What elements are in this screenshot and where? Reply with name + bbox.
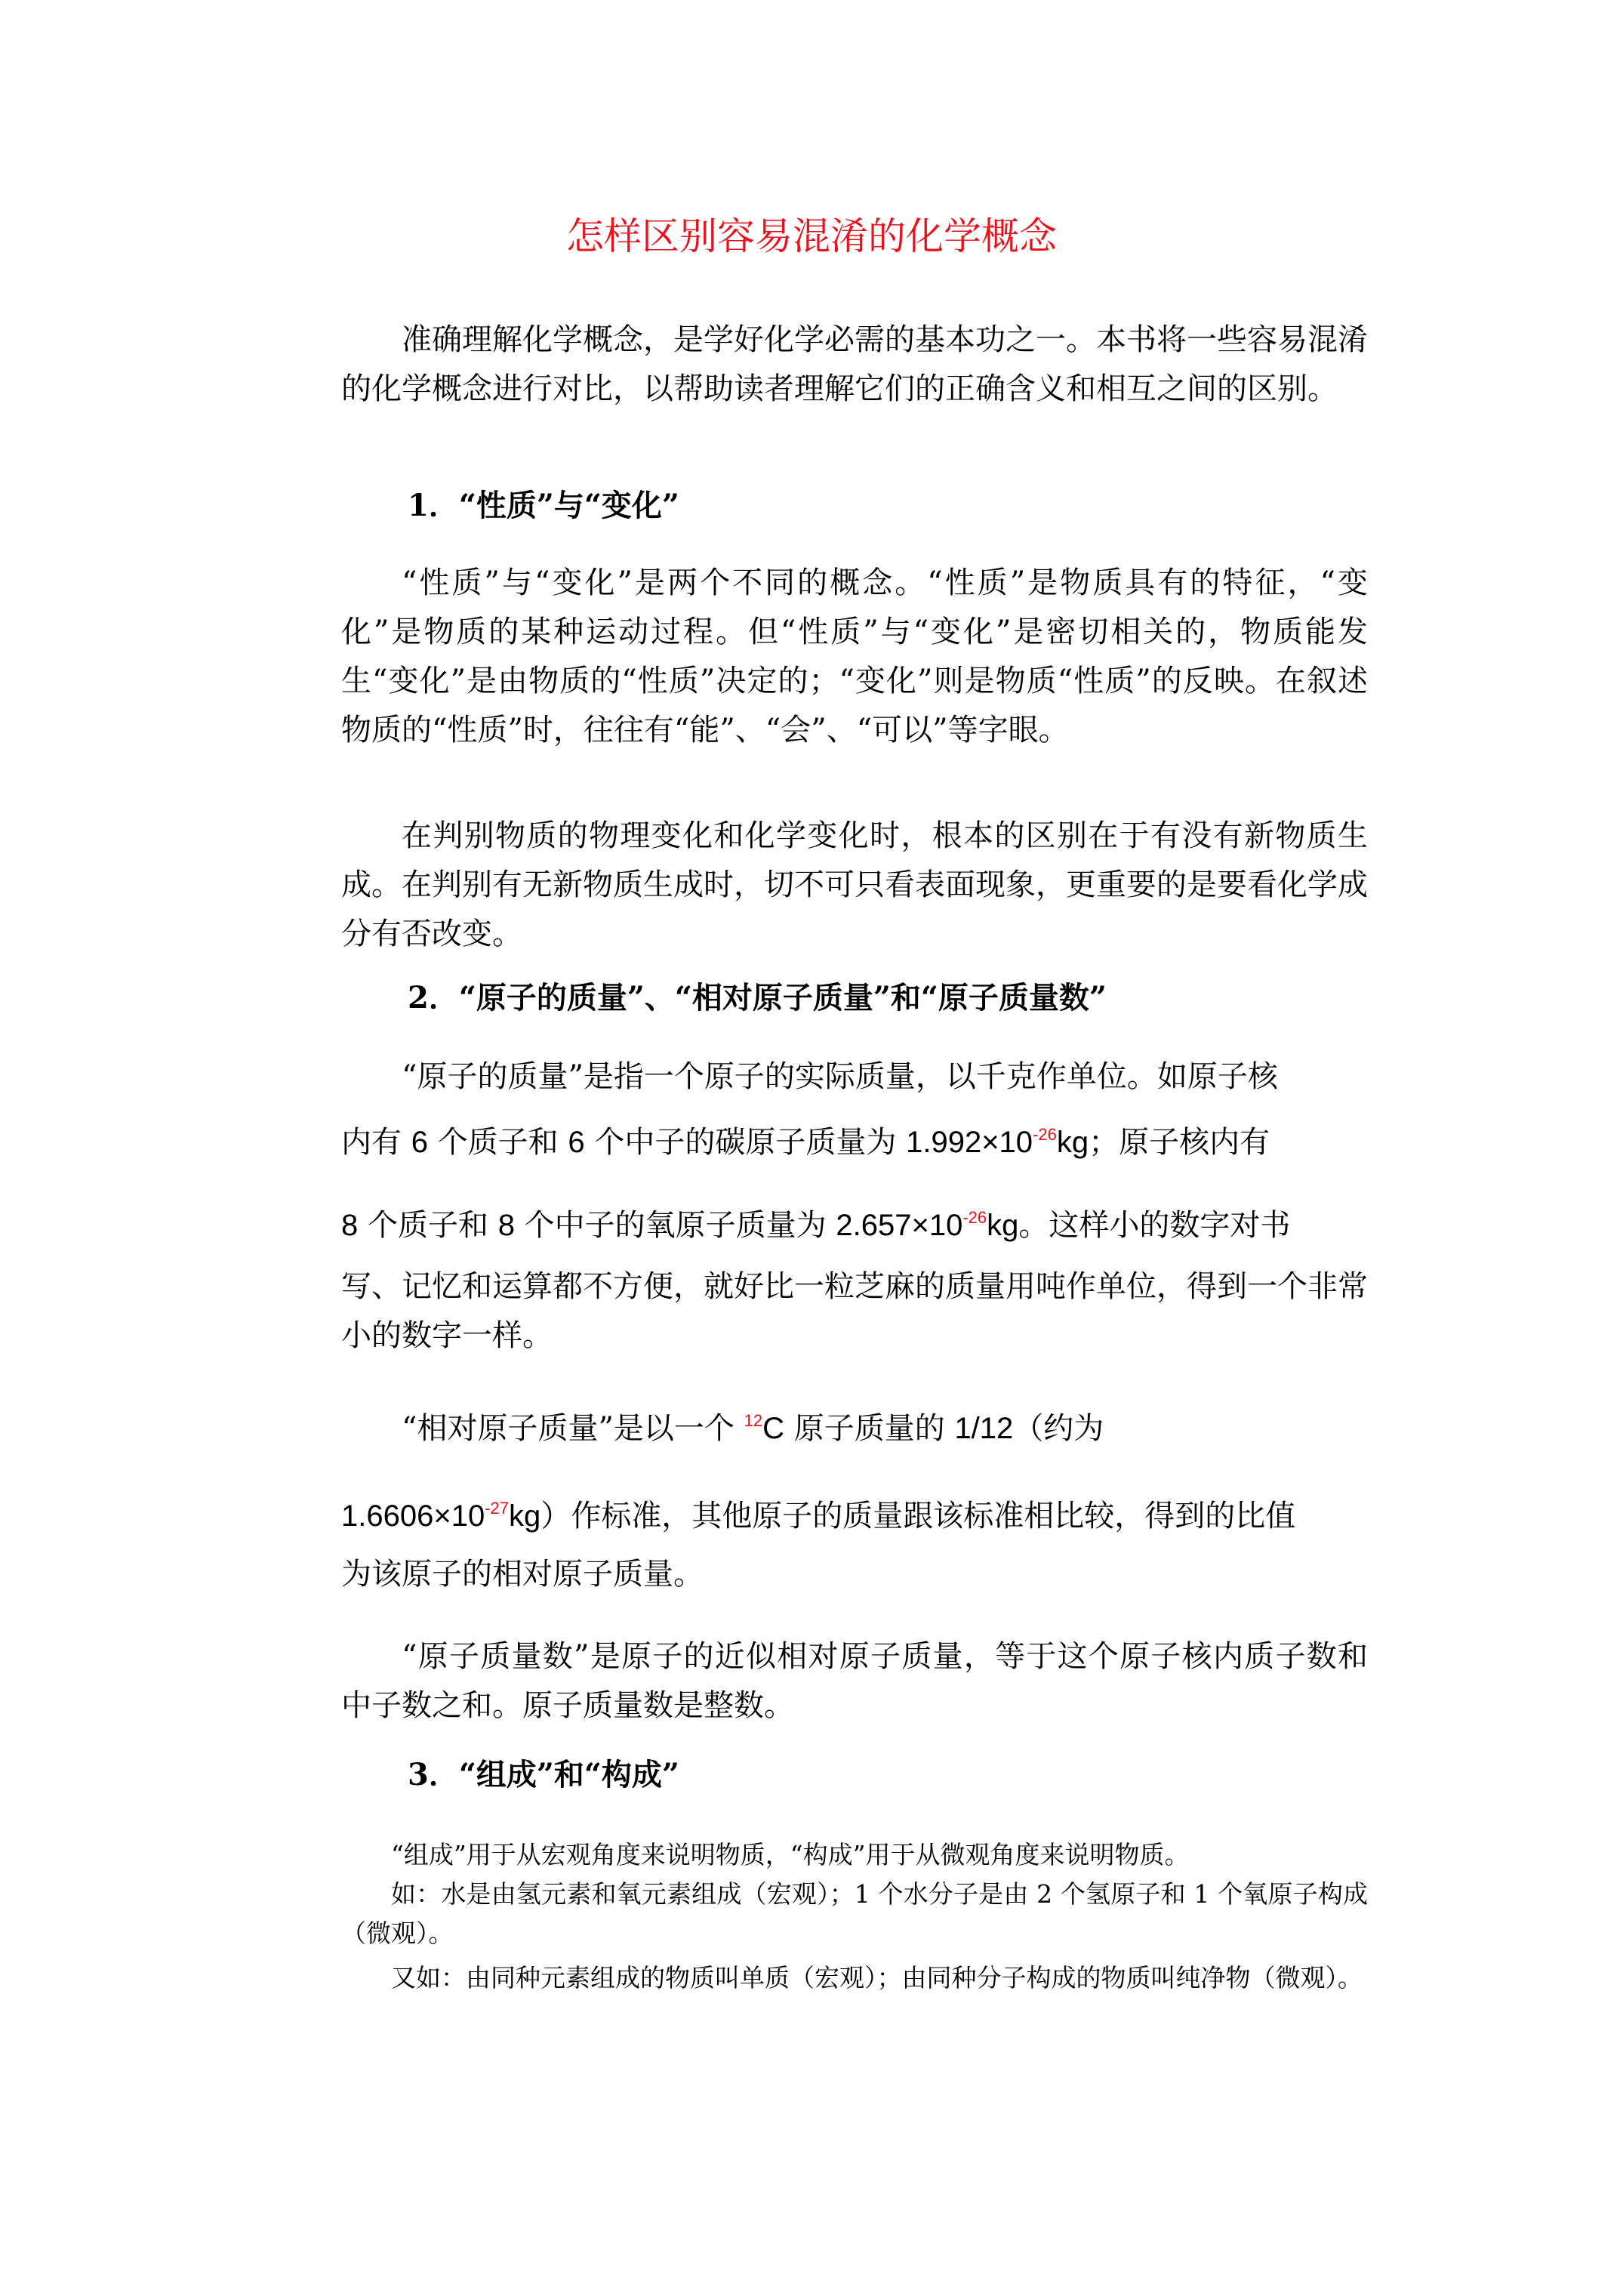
section-2-p1-line-1: “原子的质量”是指一个原子的实际质量，以千克作单位。如原子核: [402, 1059, 1278, 1094]
text-run: 个质子和: [367, 1208, 488, 1243]
section-2-paragraph-3: “原子质量数”是原子的近似相对原子质量，等于这个原子核内质子数和中子数之和。原子质量数是整数。: [341, 1639, 1368, 1723]
unit: kg: [509, 1499, 541, 1533]
section-2-p2-line-3: 为该原子的相对原子质量。: [341, 1557, 704, 1592]
exponent: -27: [485, 1499, 509, 1518]
text-run: 个质子和: [437, 1125, 559, 1160]
unit: kg: [1056, 1126, 1089, 1159]
section-3-heading: 3．“组成”和“构成”: [408, 1757, 679, 1792]
isotope-mass-number: 12: [744, 1411, 763, 1430]
section-3-paragraph-2: 如：水是由氢元素和氧元素组成（宏观）；1 个水分子是由 2 个氢原子和 1 个氧原子构成（微观）。: [341, 1879, 1368, 1948]
section-2-p1-line-2: [341, 1120, 1368, 1165]
text-run: 原子质量的: [793, 1411, 945, 1446]
section-2-p2-line-2: [341, 1493, 1368, 1539]
text-run: ）作标准，其他原子的质量跟该标准相比较，得到的比值: [540, 1499, 1296, 1533]
section-3-paragraph-3: 又如：由同种元素组成的物质叫单质（宏观）；由同种分子构成的物质叫纯净物（微观）。: [391, 1963, 1363, 1992]
intro-paragraph: 准确理解化学概念，是学好化学必需的基本功之一。本书将一些容易混淆的化学概念进行对比，以帮助读者理解它们的正确含义和相互之间的区别。: [341, 322, 1368, 406]
number-run: 8: [497, 1209, 515, 1242]
text-run: 内有: [341, 1125, 402, 1160]
element-symbol: C: [762, 1412, 784, 1445]
section-1-heading: 1．“性质”与“变化”: [408, 488, 679, 523]
exponent: -26: [1033, 1125, 1057, 1144]
text-run: 个中子的氧原子质量为: [524, 1208, 827, 1243]
text-run: ；原子核内有: [1089, 1125, 1270, 1160]
text-run: （约为: [1013, 1411, 1104, 1446]
exponent: -26: [962, 1208, 987, 1227]
section-2-p1-rest: 写、记忆和运算都不方便，就好比一粒芝麻的质量用吨作单位，得到一个非常小的数字一样。: [341, 1269, 1368, 1353]
oxygen-mass-value: 2.657×10: [836, 1209, 963, 1242]
number-run: 6: [411, 1126, 428, 1159]
document-title: 怎样区别容易混淆的化学概念: [566, 214, 1057, 258]
section-1-paragraph-2: 在判别物质的物理变化和化学变化时，根本的区别在于有没有新物质生成。在判别有无新物质生成时，切不可只看表面现象，更重要的是要看化学成分有否改变。: [341, 818, 1368, 951]
section-2-heading: 2．“原子的质量”、“相对原子质量”和“原子质量数”: [408, 980, 1107, 1015]
section-2-p1-line-3: [341, 1203, 1368, 1248]
unit: kg: [987, 1209, 1019, 1242]
text-run: 个中子的碳原子质量为: [594, 1125, 897, 1160]
section-1-paragraph-1: “性质”与“变化”是两个不同的概念。“性质”是物质具有的特征，“变化”是物质的某种运动过程。但“性质”与“变化”是密切相关的，物质能发生“变化”是由物质的“性质”决定的；“变化”则是物质“性质”的反映。在叙述物质的“性质”时，往往有“能”、“会”、“可以”等字眼。: [341, 566, 1368, 747]
text-run: 。这样小的数字对书: [1018, 1208, 1291, 1243]
section-2-p2-line-1: [402, 1406, 1368, 1451]
section-3-paragraph-1: “组成”用于从宏观角度来说明物质，“构成”用于从微观角度来说明物质。: [391, 1840, 1190, 1869]
carbon-mass-value: 1.992×10: [906, 1126, 1033, 1159]
fraction-value: 1/12: [954, 1412, 1014, 1445]
standard-mass-value: 1.6606×10: [341, 1499, 485, 1533]
number-run: 6: [568, 1126, 585, 1159]
text-run: “相对原子质量”是以一个: [402, 1411, 735, 1446]
number-run: 8: [341, 1209, 359, 1242]
